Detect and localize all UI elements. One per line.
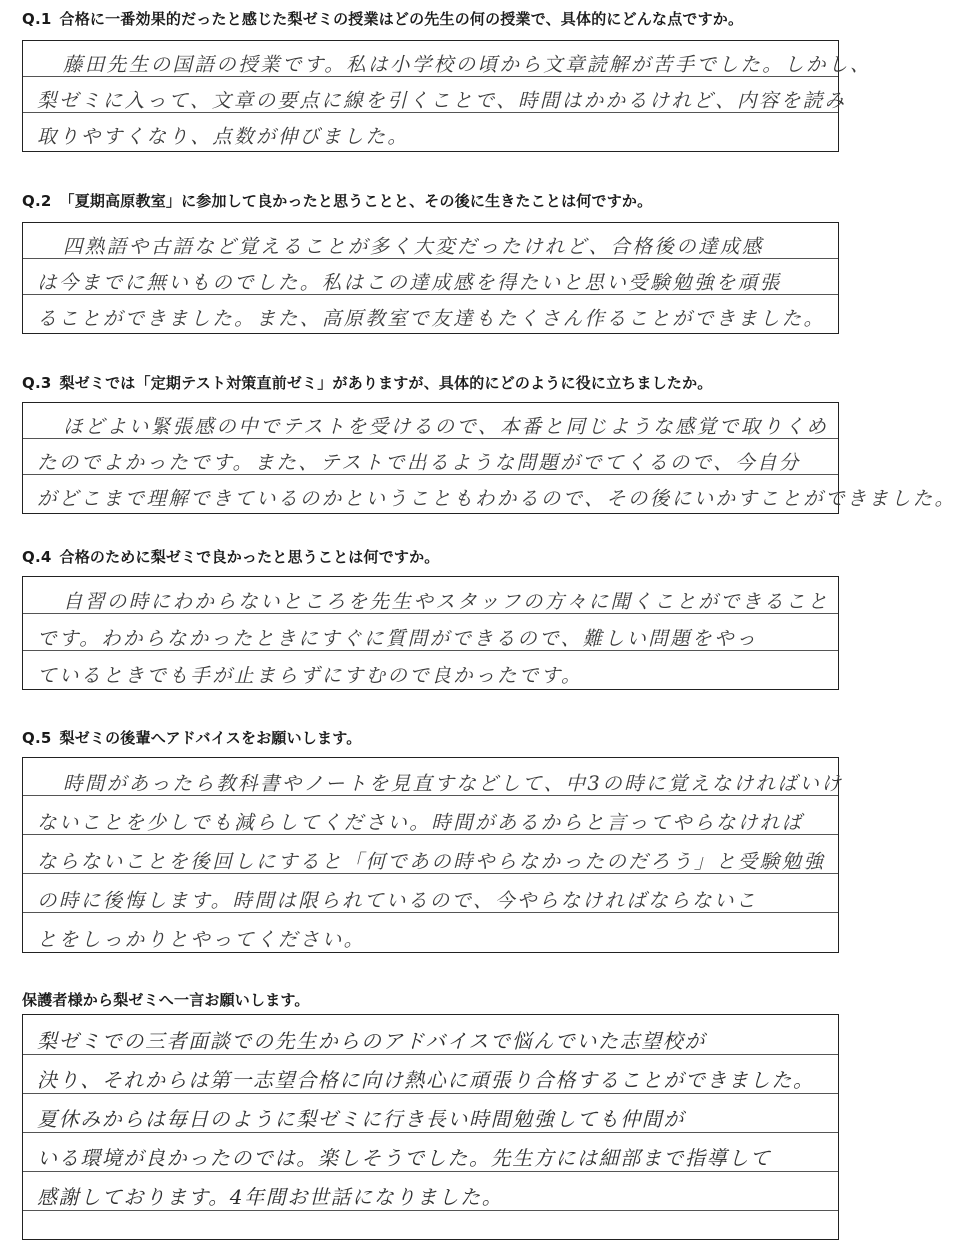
- question-number: Q.5: [22, 729, 52, 747]
- question-number: Q.1: [22, 10, 52, 28]
- question-3-title: [22, 372, 713, 393]
- answer-line: ならないことを後回しにすると「何であの時やらなかったのだろう」と受験勉強: [37, 850, 826, 873]
- answer-box-3: [22, 402, 956, 514]
- answer-line: 梨ゼミに入って、文章の要点に線を引くことで、時間はかかるけれど、内容を読み: [37, 89, 847, 112]
- question-2-title: [22, 190, 652, 211]
- answer-box-5: [22, 757, 844, 953]
- question-text: 合格に一番効果的だったと感じた梨ゼミの授業はどの先生の何の授業で、具体的にどんな点ですか。: [59, 10, 744, 28]
- parent-comment-line: いる環境が良かったのでは。楽しそうでした。先生方には細部まで指導して: [37, 1146, 772, 1170]
- ruled-line: [23, 1054, 838, 1055]
- parent-comment-title: 保護者様から梨ゼミへ一言お願いします。: [22, 991, 310, 1009]
- answer-line: です。わからなかったときにすぐに質問ができるので、難しい問題をやっ: [37, 627, 758, 650]
- ruled-line: [23, 1132, 838, 1133]
- question-number: Q.3: [22, 374, 52, 392]
- answer-line: ているときでも手が止まらずにすむので良かったです。: [37, 664, 583, 687]
- question-text: 合格のために梨ゼミで良かったと思うことは何ですか。: [59, 548, 440, 566]
- question-number: Q.4: [22, 548, 52, 566]
- answer-line: 四熟語や古語など覚えることが多く大変だったけれど、合格後の達成感: [63, 235, 764, 258]
- question-text: 「夏期高原教室」に参加して良かったと思うことと、その後に生きたことは何ですか。: [59, 192, 653, 210]
- question-4-title: [22, 546, 440, 567]
- question-5-title: [22, 727, 361, 748]
- answer-box-4: [22, 576, 839, 690]
- ruled-line: [23, 1093, 838, 1094]
- question-1-title: [22, 8, 743, 29]
- answer-line: とをしっかりとやってください。: [37, 928, 366, 951]
- answer-line: ないことを少しでも減らしてください。時間があるからと言ってやらなければ: [37, 811, 804, 834]
- answer-box-1: [22, 40, 872, 152]
- answer-box-2: [22, 222, 839, 334]
- question-text: 梨ゼミの後輩へアドバイスをお願いします。: [59, 729, 362, 747]
- parent-comment-line: 夏休みからは毎日のように梨ゼミに行き長い時間勉強しても仲間が: [37, 1107, 685, 1131]
- parent-comment-box: [22, 1014, 839, 1240]
- answer-line: たのでよかったです。また、テストで出るような問題がでてくるので、今自分: [37, 451, 801, 474]
- parent-comment-line: 梨ゼミでの三者面談での先生からのアドバイスで悩んでいた志望校が: [37, 1029, 706, 1053]
- question-text: 梨ゼミでは「定期テスト対策直前ゼミ」がありますが、具体的にどのように役に立ちましたか。: [59, 374, 713, 392]
- ruled-line: [23, 1210, 838, 1211]
- ruled-line: [23, 1171, 838, 1172]
- answer-line: 時間があったら教科書やノートを見直すなどして、中3の時に覚えなければいけ: [63, 772, 844, 795]
- answer-line: 藤田先生の国語の授業です。私は小学校の頃から文章読解が苦手でした。しかし、: [63, 53, 872, 76]
- answer-line: 取りやすくなり、点数が伸びました。: [37, 125, 410, 148]
- answer-line: ほどよい緊張感の中でテストを受けるので、本番と同じような感覚で取りくめ: [63, 415, 829, 438]
- question-number: Q.2: [22, 192, 52, 210]
- parent-comment-line: 決り、それからは第一志望合格に向け熱心に頑張り合格することができました。: [37, 1068, 815, 1092]
- answer-line: ることができました。また、高原教室で友達もたくさん作ることができました。: [37, 307, 826, 330]
- parent-comment-line: 感謝しております。4年間お世話になりました。: [37, 1185, 504, 1209]
- answer-line: の時に後悔します。時間は限られているので、今やらなければならないこ: [37, 889, 758, 912]
- answer-line: は今までに無いものでした。私はこの達成感を得たいと思い受験勉強を頑張: [37, 271, 782, 294]
- answer-line: がどこまで理解できているのかということもわかるので、その後にいかすことができました。: [37, 487, 956, 510]
- answer-line: 自習の時にわからないところを先生やスタッフの方々に聞くことができること: [63, 590, 830, 613]
